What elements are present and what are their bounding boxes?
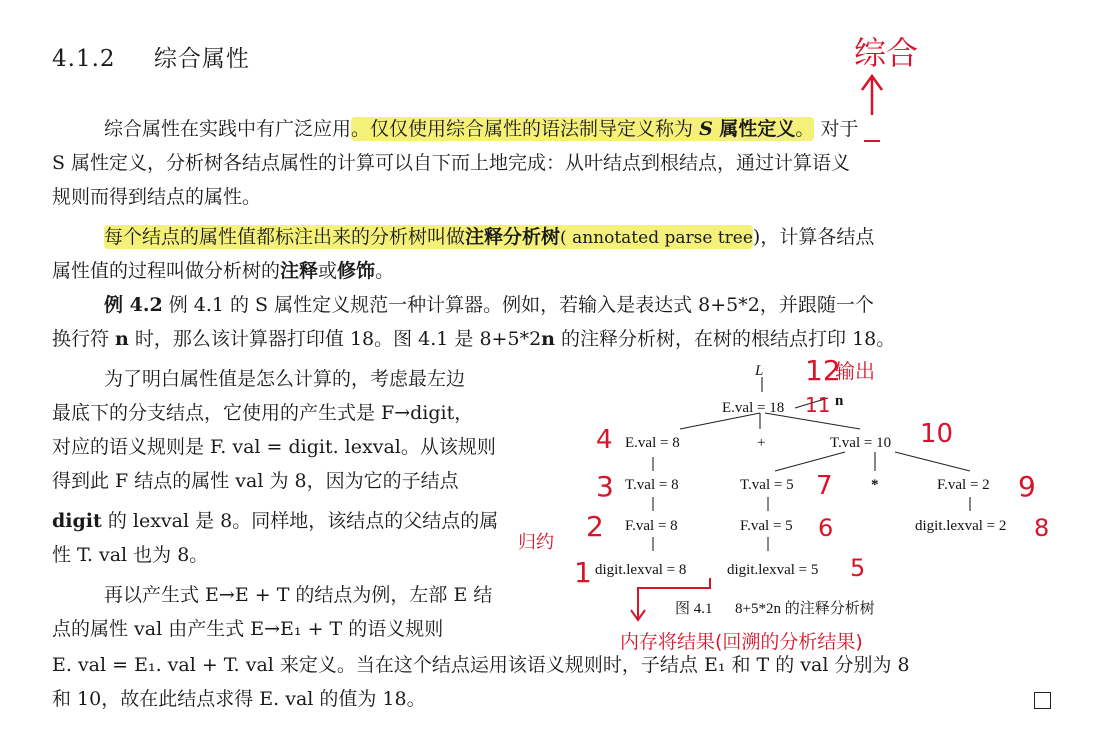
p3-text-2e: 的注释分析树，在树的根结点打印 18。 bbox=[554, 328, 896, 350]
p1-text-e: 对于 bbox=[820, 118, 859, 140]
node-E-root: E.val = 18 bbox=[722, 400, 785, 416]
node-digit-right: digit.lexval = 2 bbox=[915, 518, 1007, 534]
p1-line1 bbox=[104, 116, 858, 142]
end-of-proof-box bbox=[1034, 692, 1051, 709]
p4-line4: 得到此 F 结点的属性 val 为 8，因为它的子结点 bbox=[52, 470, 459, 492]
node-F-right: F.val = 2 bbox=[937, 477, 990, 493]
s-underline bbox=[864, 140, 880, 142]
hw-output: 输出 bbox=[835, 359, 875, 383]
hw-7: 7 bbox=[816, 471, 833, 501]
p4-line3: 对应的语义规则是 F. val = digit. lexval。从该规则 bbox=[52, 436, 496, 458]
hw-6: 6 bbox=[818, 514, 834, 542]
hw-1: 1 bbox=[574, 556, 592, 589]
p1-line3: 规则而得到结点的属性。 bbox=[52, 186, 262, 208]
p2-decor: 修饰 bbox=[337, 260, 376, 282]
p3-text-2c: 时，那么该计算器打印值 18。图 4.1 是 8+5*2 bbox=[128, 328, 542, 350]
figure-caption-text: 8+5*2n 的注释分析树 bbox=[735, 601, 875, 617]
p3-text-2a: 换行符 bbox=[52, 328, 116, 350]
p2-line1 bbox=[104, 224, 874, 251]
hw-side-reduce: 归约 bbox=[518, 532, 554, 553]
section-title: 综合属性 bbox=[153, 46, 250, 72]
p4-line2: 最底下的分支结点，它使用的产生式是 F→digit， bbox=[52, 402, 474, 424]
p3-n1: n bbox=[115, 328, 129, 350]
p2-or: 或 bbox=[318, 260, 338, 282]
node-L: L bbox=[755, 363, 764, 379]
hw-5: 5 bbox=[850, 554, 866, 582]
hw-3: 3 bbox=[596, 470, 614, 503]
p4-text-5b: 的 lexval 是 8。同样地，该结点的父结点的属 bbox=[101, 510, 499, 532]
hw-9: 9 bbox=[1018, 470, 1036, 503]
p3-line2 bbox=[52, 326, 895, 352]
hw-bracket bbox=[638, 578, 710, 598]
node-plus: + bbox=[757, 435, 766, 451]
p5-line3: E. val = E₁. val + T. val 来定义。当在这个结点运用该语义规则时，子结点 E₁ 和 T 的 val 分别为 8 bbox=[52, 654, 910, 676]
p2-annot: 注释 bbox=[280, 260, 319, 282]
node-F-left: F.val = 8 bbox=[625, 518, 678, 534]
p2-text-a: 每个结点的属性值都标注出来的分析树叫做 bbox=[104, 226, 466, 248]
p4-digit: digit bbox=[52, 510, 102, 532]
p2-term: 注释分析树 bbox=[465, 226, 561, 248]
node-E-left: E.val = 8 bbox=[625, 435, 680, 451]
node-digit-mid: digit.lexval = 5 bbox=[727, 562, 819, 578]
p3-n2: n bbox=[541, 328, 555, 350]
p3-line1 bbox=[104, 292, 874, 318]
p1-period: 。 bbox=[795, 118, 815, 140]
node-digit-left: digit.lexval = 8 bbox=[595, 562, 687, 578]
section-heading bbox=[52, 40, 250, 73]
p5-line2: 点的属性 val 由产生式 E→E₁ + T 的语义规则 bbox=[52, 618, 444, 640]
highlight-1 bbox=[351, 117, 814, 141]
node-T-right: T.val = 10 bbox=[830, 435, 892, 451]
hw-8: 8 bbox=[1034, 514, 1050, 542]
p3-text-b: 例 4.1 的 S 属性定义规范一种计算器。例如，若输入是表达式 8+5*2，并跟随一个 bbox=[162, 294, 874, 316]
p2-text-2a: 属性值的过程叫做分析树的 bbox=[52, 260, 281, 282]
p2-english: ( annotated parse tree bbox=[560, 228, 753, 248]
handwritten-zonghe: 综合 bbox=[854, 34, 919, 72]
p2-text-d: )，计算各结点 bbox=[752, 226, 875, 248]
hw-12: 12 bbox=[805, 354, 841, 387]
hw-2: 2 bbox=[586, 510, 604, 543]
p4-line1: 为了明白属性值是怎么计算的，考虑最左边 bbox=[104, 368, 466, 390]
hw-4: 4 bbox=[596, 425, 613, 455]
p1-s: S bbox=[699, 118, 713, 140]
p1-text-a: 综合属性在实践中有广泛应用 bbox=[104, 118, 352, 140]
p5-line4: 和 10，故在此结点求得 E. val 的值为 18。 bbox=[52, 688, 426, 710]
handwritten-annotations bbox=[500, 350, 1060, 670]
p2-end: 。 bbox=[375, 260, 395, 282]
p2-line2 bbox=[52, 258, 394, 284]
node-F-mid: F.val = 5 bbox=[740, 518, 793, 534]
hw-11: 11 bbox=[805, 393, 831, 417]
hw-bottom-note: 内存将结果(回溯的分析结果) bbox=[620, 631, 863, 653]
p1-text-b: 。仅仅使用综合属性的语法制导定义称为 bbox=[351, 118, 700, 140]
highlight-2 bbox=[104, 225, 753, 249]
node-n: n bbox=[835, 393, 844, 409]
p4-line6: 性 T. val 也为 8。 bbox=[52, 544, 209, 566]
section-number: 4.1.2 bbox=[52, 46, 116, 72]
annotation-top bbox=[840, 20, 950, 120]
p1-line2: S 属性定义，分析树各结点属性的计算可以自下而上地完成：从叶结点到根结点，通过计算语义 bbox=[52, 152, 851, 174]
node-T-left: T.val = 8 bbox=[625, 477, 679, 493]
p4-line5 bbox=[52, 508, 498, 534]
node-star: * bbox=[871, 477, 879, 493]
p5-line1: 再以产生式 E→E + T 的结点为例，左部 E 结 bbox=[104, 584, 493, 606]
hw-10: 10 bbox=[920, 419, 954, 449]
node-T-mid: T.val = 5 bbox=[740, 477, 794, 493]
figure-caption-number: 图 4.1 bbox=[675, 601, 713, 617]
p1-s-def: 属性定义 bbox=[712, 118, 796, 140]
example-label: 例 4.2 bbox=[104, 294, 163, 316]
